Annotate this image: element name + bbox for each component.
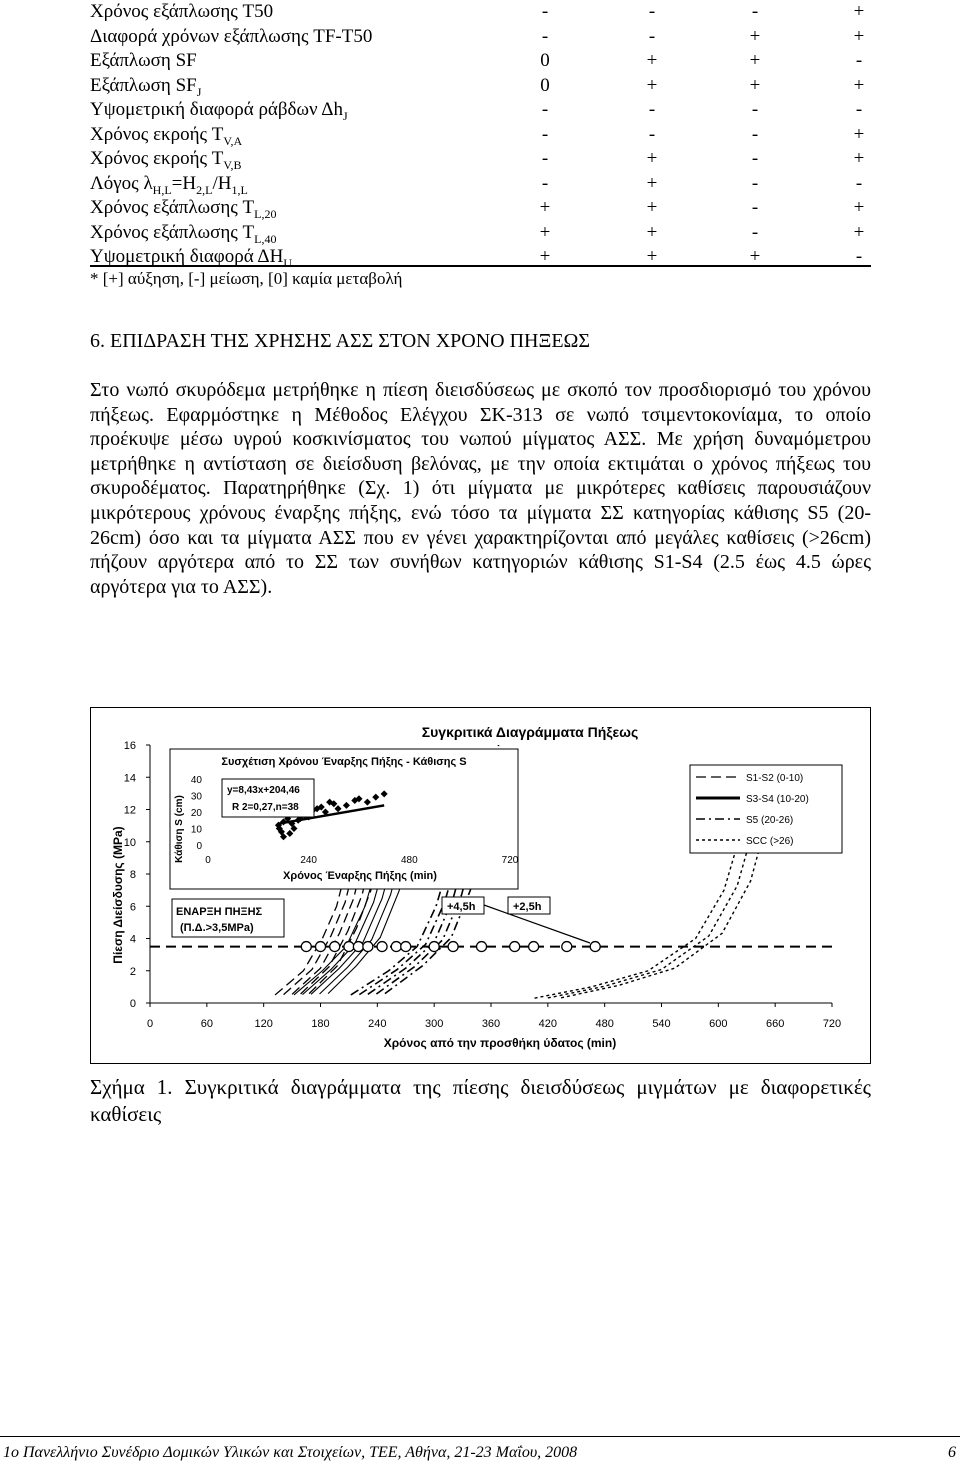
row-value: +	[646, 246, 658, 267]
setting-marker	[562, 942, 572, 952]
footer-text: 1ο Πανελλήνιο Συνέδριο Δομικών Υλικών και Στοιχείων, ΤΕΕ, Αθήνα, 21-23 Μαΐου, 2008	[3, 1444, 578, 1461]
y-tick-label: 12	[123, 804, 136, 817]
row-label: Λόγος $\lambda_{H,L}=H_{2,L}/H_{1,L}$	[90, 172, 248, 197]
x-tick-label: 0	[146, 1018, 154, 1030]
properties-table	[90, 0, 870, 270]
row-value: -	[751, 148, 759, 169]
row-value: +	[853, 148, 865, 169]
row-label: Υψομετρική διαφορά $\Delta H_U$	[90, 246, 293, 270]
inset-x-tick-label: 720	[501, 855, 519, 866]
inset-x-label: Χρόνος Έναρξης Πήξης (min)	[283, 870, 437, 882]
setting-chart-figure	[90, 707, 871, 1064]
setting-marker	[590, 942, 600, 952]
inset-x-tick-label: 0	[205, 855, 211, 866]
legend-label: S5 (20-26)	[746, 815, 794, 826]
start-label: ΕΝΑΡΞΗ ΠΗΞΗΣ	[176, 906, 263, 918]
setting-marker	[316, 942, 326, 952]
row-label: Χρόνος εξάπλωσης $T_{L,40}$	[90, 221, 277, 246]
x-tick-label: 420	[538, 1018, 558, 1030]
row-value: -	[541, 172, 549, 194]
row-value: -	[541, 123, 549, 145]
y-tick-label: 0	[129, 998, 136, 1010]
row-value: -	[751, 221, 759, 243]
y-axis-label: Πίεση Διείσδυσης (MPa)	[111, 826, 125, 964]
table-row	[90, 221, 870, 246]
y-tick-label: 4	[129, 933, 136, 946]
row-value: +	[853, 1, 865, 22]
y-tick-label: 6	[129, 901, 136, 914]
setting-marker	[353, 942, 363, 952]
row-value: +	[539, 197, 551, 218]
setting-marker	[377, 942, 387, 952]
x-tick-label: 120	[254, 1018, 273, 1030]
row-value: -	[648, 25, 656, 47]
inset-y-tick-label: 30	[190, 791, 202, 803]
x-tick-label: 600	[709, 1018, 728, 1030]
legend-label: S1-S2 (0-10)	[746, 773, 804, 784]
table-bottom-rule	[90, 265, 871, 267]
table-row	[90, 172, 870, 197]
row-value: -	[541, 148, 549, 169]
setting-marker	[330, 942, 340, 952]
x-tick-label: 240	[368, 1018, 387, 1030]
table-row	[90, 25, 870, 50]
y-tick-label: 14	[123, 772, 136, 785]
table-note: * [+] αύξηση, [-] μείωση, [0] καμία μεταβολή	[90, 269, 403, 288]
row-value: -	[541, 99, 549, 120]
paragraph-text: Στο νωπό σκυρόδεμα μετρήθηκε η πίεση διεισδύσεως με σκοπό τον προσδιορισμό του χρόνου πήξεως. Εφαρμόστηκε η Μέθοδος Ελέγχου ΣΚ-313 σε νωπό τσιμεντοκονίαμα, το οποίο προέκυψε μέσω υγρού κοσκινίσματος του νωπού μίγματος ΑΣΣ. Με χρήση δυναμόμετρου μετρήθηκε η αντίσταση σε διείσδυση βελόνας, με την οποία εκτιμάται ο χρόνος πήξεως του σκυροδέματος. Παρατηρήθηκε (Σχ. 1) ότι μίγματα με μικρότερες καθίσεις παρουσιάζουν μικρότερους χρόνους έναρξης πήξης, ενώ τόσο τα μίγματα ΣΣ κατηγορίας κάθισης S5 (20-26cm) όσο και τα μίγματα ΑΣΣ που εν γένει χαρακτηρίζονται από μεγάλες καθίσεις (>26cm) πήζουν αργότερα από το ΣΣ των συνήθων κατηγοριών κάθισης S1-S4 (2.5 έως 4.5 ώρες αργότερα για το ΑΣΣ).	[90, 379, 871, 598]
body-paragraph	[90, 378, 871, 599]
row-value: -	[541, 25, 549, 47]
legend-label: S3-S4 (10-20)	[746, 794, 809, 805]
row-label: Χρόνος εξάπλωσης T50	[90, 1, 274, 22]
page-number: 6	[948, 1444, 956, 1461]
row-value: +	[853, 123, 865, 145]
y-tick-label: 10	[123, 836, 136, 849]
row-value: +	[749, 74, 761, 96]
row-value: -	[855, 99, 863, 120]
row-value: +	[853, 74, 865, 96]
fit-r2: R 2=0,27,n=38	[232, 802, 299, 813]
x-tick-label: 300	[424, 1018, 444, 1030]
table-row	[90, 49, 870, 74]
chart-title: Συγκριτικά Διαγράμματα Πήξεως	[421, 724, 639, 740]
setting-marker	[477, 942, 487, 952]
delay2-label: +2,5h	[513, 901, 542, 913]
row-value: -	[855, 50, 863, 71]
y-tick-label: 2	[129, 965, 136, 978]
footer-rule	[0, 1436, 960, 1437]
row-value: -	[751, 123, 759, 145]
row-value: +	[853, 197, 865, 218]
table-row	[90, 196, 870, 221]
row-value: -	[751, 99, 759, 120]
row-value: +	[749, 25, 761, 47]
row-value: +	[646, 148, 658, 169]
inset-frame	[170, 749, 518, 889]
row-label: Υψομετρική διαφορά ράβδων $\Delta h_J$	[90, 99, 348, 123]
row-value: +	[749, 50, 761, 71]
row-value: -	[648, 123, 656, 145]
inset-y-tick-label: 0	[196, 841, 202, 852]
row-value: -	[648, 1, 656, 22]
section-heading: 6. ΕΠΙΔΡΑΣΗ ΤΗΣ ΧΡΗΣΗΣ ΑΣΣ ΣΤΟΝ ΧΡΟΝΟ ΠΗΞΕΩΣ	[90, 330, 591, 352]
page-footer	[0, 1444, 960, 1464]
row-value: -	[855, 246, 863, 267]
fit-equation: y=8,43x+204,46	[227, 785, 300, 796]
row-label: Χρόνος εκροής $T_{V,B}$	[90, 148, 242, 172]
row-value: -	[855, 172, 863, 194]
table-row	[90, 147, 870, 172]
x-tick-label: 720	[822, 1018, 842, 1030]
row-value: +	[646, 221, 658, 243]
setting-marker	[429, 942, 439, 952]
x-tick-label: 480	[595, 1018, 614, 1030]
row-value: 0	[540, 50, 550, 71]
setting-marker	[391, 942, 401, 952]
inset-y-label: Κάθιση S (cm)	[174, 795, 185, 863]
table-row	[90, 98, 870, 123]
row-value: +	[853, 221, 865, 243]
inset-title: Συσχέτιση Χρόνου Έναρξης Πήξης - Κάθισης S	[221, 756, 467, 768]
y-tick-label: 16	[123, 740, 136, 752]
x-tick-label: 540	[652, 1018, 671, 1030]
row-value: +	[853, 25, 865, 47]
inset-y-tick-label: 10	[190, 824, 202, 836]
x-tick-label: 180	[311, 1018, 330, 1030]
row-value: -	[751, 197, 759, 218]
row-value: +	[646, 74, 658, 96]
row-value: +	[646, 172, 658, 194]
row-value: +	[646, 197, 658, 218]
setting-marker	[363, 942, 373, 952]
row-label: Διαφορά χρόνων εξάπλωσης TF-T50	[90, 25, 373, 47]
table-row	[90, 123, 870, 148]
row-label: Χρόνος εκροής $T_{V,A}$	[90, 123, 243, 148]
row-value: +	[646, 50, 658, 71]
row-value: +	[539, 221, 551, 243]
setting-marker	[401, 942, 411, 952]
row-value: -	[541, 1, 549, 22]
row-value: -	[751, 1, 759, 22]
table-row	[90, 0, 870, 25]
chart-svg	[90, 707, 871, 1064]
delay1-label: +4,5h	[447, 901, 476, 913]
table-row	[90, 74, 870, 99]
row-label: Χρόνος εξάπλωσης $T_{L,20}$	[90, 197, 277, 221]
setting-marker	[510, 942, 520, 952]
inset-y-tick-label: 40	[190, 775, 202, 786]
legend-label: SCC (>26)	[746, 836, 794, 847]
row-value: -	[648, 99, 656, 120]
setting-marker	[301, 942, 311, 952]
setting-marker	[344, 942, 354, 952]
x-tick-label: 360	[481, 1018, 501, 1030]
start-sublabel: (Π.Δ.>3,5MPa)	[180, 922, 254, 934]
row-label: Εξάπλωση SF	[90, 50, 197, 71]
setting-marker	[529, 942, 539, 952]
y-tick-label: 8	[129, 869, 136, 881]
figure-caption: Σχήμα 1. Συγκριτικά διαγράμματα της πίεσης διεισδύσεως μιγμάτων με διαφορετικές καθίσεις	[90, 1075, 871, 1126]
x-axis-label: Χρόνος από την προσθήκη ύδατος (min)	[383, 1036, 617, 1050]
x-tick-label: 660	[765, 1018, 785, 1030]
row-value: +	[539, 246, 551, 267]
inset-x-tick-label: 480	[400, 855, 418, 866]
row-value: 0	[540, 74, 550, 96]
inset-x-tick-label: 240	[300, 855, 318, 866]
x-tick-label: 60	[200, 1018, 213, 1030]
row-value: -	[751, 172, 759, 194]
setting-marker	[448, 942, 458, 952]
row-label: Εξάπλωση $SF_J$	[90, 74, 202, 99]
row-value: +	[749, 246, 761, 267]
inset-y-tick-label: 20	[190, 808, 202, 819]
